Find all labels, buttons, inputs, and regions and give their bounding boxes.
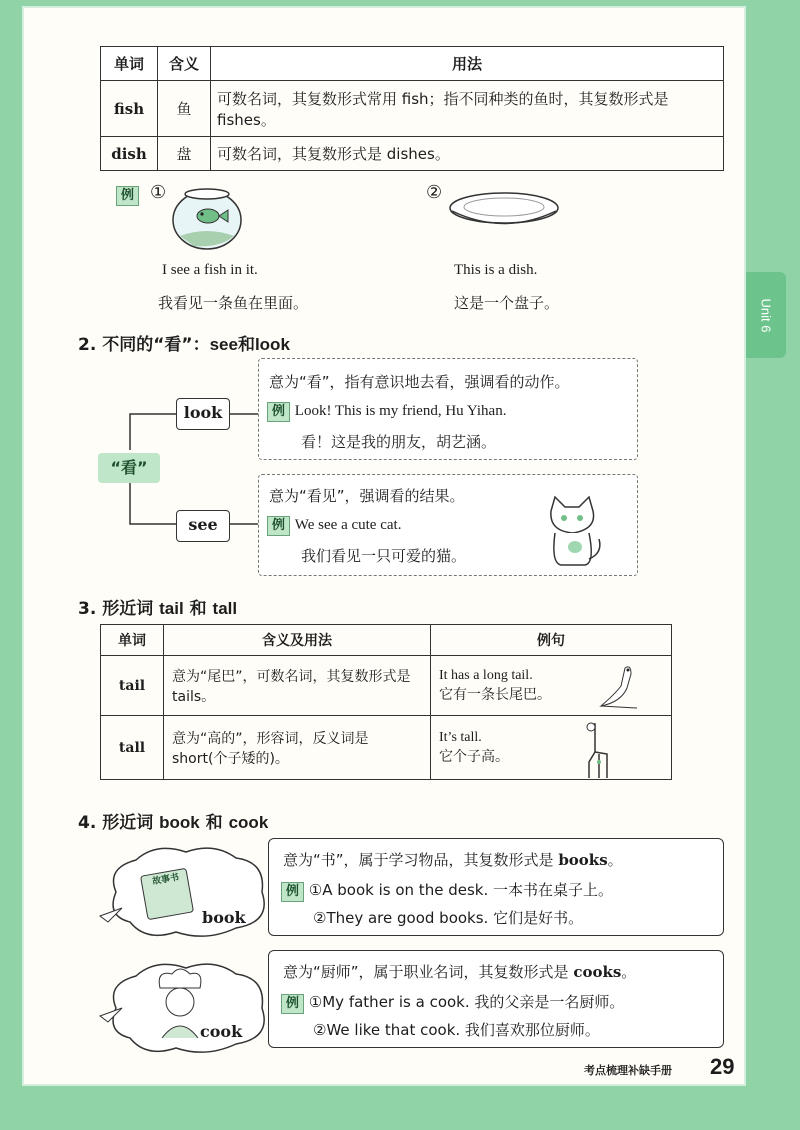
giraffe-icon xyxy=(579,718,615,780)
example-label: 例 xyxy=(281,882,304,902)
meaning-cell: 鱼 xyxy=(158,81,211,137)
look-word-box: look xyxy=(176,398,230,430)
book-word: book xyxy=(202,908,246,927)
look-box xyxy=(258,358,638,460)
example-cell xyxy=(431,716,672,780)
fishbowl-icon xyxy=(170,184,244,250)
section-4-title-en1: book xyxy=(159,813,200,832)
mindmap-root: “看” xyxy=(98,453,160,483)
book-box xyxy=(268,838,724,936)
header-example: 例句 xyxy=(431,625,672,656)
book-example-1-text: ①A book is on the desk. 一本书在桌子上。 xyxy=(308,881,613,899)
section-3-num: 3. xyxy=(78,599,97,619)
unit-tab-label: Unit 6 xyxy=(758,298,774,332)
section-2-title-en1: see xyxy=(209,335,238,354)
section-3-title-a: 形近词 xyxy=(102,599,160,619)
example-label: 例 xyxy=(116,186,139,206)
cook-cloud-icon xyxy=(96,958,276,1058)
usage-cell: 可数名词，其复数形式常用 fish；指不同种类的鱼时，其复数形式是 fishes。 xyxy=(211,81,724,137)
section-2-title xyxy=(78,330,290,355)
example-zh: 它个子高。 xyxy=(439,748,509,765)
header-word: 单词 xyxy=(101,47,158,81)
section-3-title-en1: tail xyxy=(159,599,184,618)
look-desc: 意为“看”，指有意识地去看，强调看的动作。 xyxy=(269,373,570,391)
example-en: It’s tall. xyxy=(439,729,482,745)
cook-desc-c: 。 xyxy=(621,963,637,981)
fish-dish-table xyxy=(100,46,724,171)
table-row xyxy=(101,656,672,716)
dish-icon xyxy=(446,188,562,232)
meaning-cell: 盘 xyxy=(158,137,211,171)
book-example-1 xyxy=(281,879,613,902)
see-desc: 意为“看见”，强调看的结果。 xyxy=(269,487,465,505)
usage-cell: 可数名词，其复数形式是 dishes。 xyxy=(211,137,724,171)
example-1-zh: 我看见一条鱼在里面。 xyxy=(158,294,309,312)
section-2-num: 2. xyxy=(78,335,97,355)
word-cell: fish xyxy=(101,81,158,137)
look-example xyxy=(267,401,506,422)
header-meaning: 含义 xyxy=(158,47,211,81)
example-2-zh: 这是一个盘子。 xyxy=(454,294,560,312)
word-cell: tall xyxy=(101,716,164,780)
see-example-en: We see a cute cat. xyxy=(294,517,402,533)
look-example-en: Look! This is my friend, Hu Yihan. xyxy=(294,403,507,419)
section-4-title xyxy=(78,808,268,833)
page-number: 29 xyxy=(710,1054,735,1079)
header-word: 单词 xyxy=(101,625,164,656)
word-cell: tail xyxy=(101,656,164,716)
look-example-zh: 看！这是我的朋友，胡艺涵。 xyxy=(301,433,497,451)
unit-tab xyxy=(746,272,786,358)
cook-example-1-text: ①My father is a cook. 我的父亲是一名厨师。 xyxy=(308,993,625,1011)
section-2-title-en2: look xyxy=(254,335,290,354)
cook-example-1 xyxy=(281,991,624,1014)
example-en: It has a long tail. xyxy=(439,667,533,683)
see-example xyxy=(267,515,401,536)
table-header-row xyxy=(101,47,724,81)
cat-icon xyxy=(537,493,607,569)
see-word-box: see xyxy=(176,510,230,542)
example-number-1: ① xyxy=(150,182,167,203)
book-example-2: ②They are good books. 它们是好书。 xyxy=(313,909,584,927)
peacock-icon xyxy=(591,662,643,712)
book-cloud-icon xyxy=(96,842,276,942)
header-usage: 用法 xyxy=(211,47,724,81)
usage-cell: 意为“高的”，形容词，反义词是 short(个子矮的)。 xyxy=(164,716,431,780)
section-4-title-mid: 和 xyxy=(199,813,229,833)
example-label: 例 xyxy=(267,516,290,536)
header-usage: 含义及用法 xyxy=(164,625,431,656)
book-desc-a: 意为“书”，属于学习物品，其复数形式是 xyxy=(283,851,559,869)
example-zh: 它有一条长尾巴。 xyxy=(439,686,551,703)
cook-example-2: ②We like that cook. 我们喜欢那位厨师。 xyxy=(313,1021,600,1039)
section-2-title-mid: 和 xyxy=(237,335,255,355)
cook-word: cook xyxy=(200,1022,243,1041)
section-3-title xyxy=(78,594,237,619)
section-3-title-mid: 和 xyxy=(183,599,213,619)
table-row xyxy=(101,81,724,137)
see-box xyxy=(258,474,638,576)
tail-tall-table xyxy=(100,624,672,780)
section-4-title-a: 形近词 xyxy=(102,813,160,833)
example-cell xyxy=(431,656,672,716)
cook-plural: cooks xyxy=(573,963,622,981)
cook-desc xyxy=(283,961,636,982)
usage-cell: 意为“尾巴”，可数名词，其复数形式是 tails。 xyxy=(164,656,431,716)
cook-desc-a: 意为“厨师”，属于职业名词，其复数形式是 xyxy=(283,963,574,981)
table-header-row xyxy=(101,625,672,656)
example-1-en: I see a fish in it. xyxy=(162,262,258,278)
example-label: 例 xyxy=(267,402,290,422)
table-row xyxy=(101,137,724,171)
word-cell: dish xyxy=(101,137,158,171)
footer-title: 考点梳理补缺手册 xyxy=(584,1064,672,1077)
example-number-2: ② xyxy=(426,182,443,203)
section-4-title-en2: cook xyxy=(228,813,269,832)
book-plural: books xyxy=(558,851,608,869)
section-2-title-a: 不同的“看”： xyxy=(102,335,210,355)
section-4-num: 4. xyxy=(78,813,97,833)
example-2-en: This is a dish. xyxy=(454,262,538,278)
cook-box xyxy=(268,950,724,1048)
table-row xyxy=(101,716,672,780)
book-desc-c: 。 xyxy=(607,851,623,869)
see-example-zh: 我们看见一只可爱的猫。 xyxy=(301,547,467,565)
section-3-title-en2: tall xyxy=(212,599,238,618)
example-label: 例 xyxy=(281,994,304,1014)
book-desc xyxy=(283,849,623,870)
book-cover-text: 故事书 xyxy=(151,872,180,888)
